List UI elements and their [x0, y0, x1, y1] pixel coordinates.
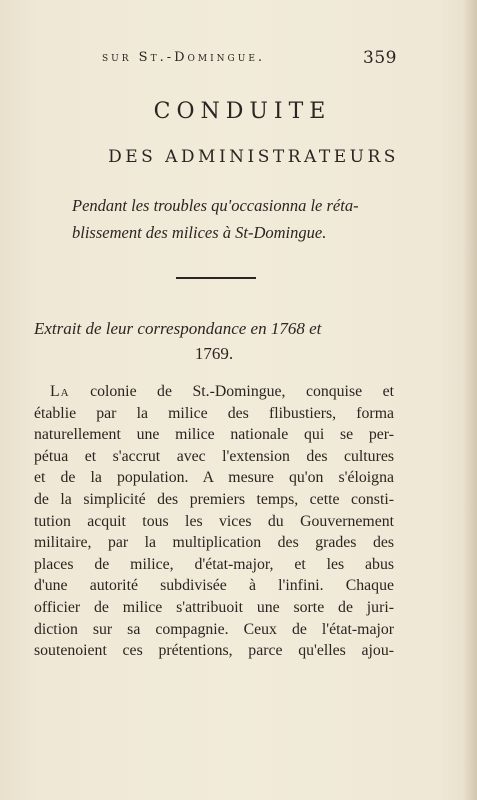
extract-heading-line-1: Extrait de leur correspondance en 1768 et — [34, 319, 322, 338]
running-head — [102, 50, 392, 65]
chapter-subtitle — [72, 192, 402, 246]
body-line: places de milice, d'état-major, et les abus — [34, 555, 394, 573]
body-line: officier de milice s'attribuoit une sorte de juri- — [34, 598, 394, 616]
extract-heading — [34, 316, 394, 366]
lead-word: La — [50, 383, 70, 400]
body-line: et de la population. A mesure qu'on s'éloigna — [34, 469, 394, 487]
body-line: militaire, par la multiplication des grades des — [34, 534, 394, 552]
body-line: pétua et s'accrut avec l'extension des cultures — [34, 447, 394, 465]
body-line: d'une autorité subdivisée à l'infini. Chaque — [34, 577, 394, 595]
body-paragraph — [34, 381, 394, 662]
body-line: de la simplicité des premiers temps, cette consti- — [34, 490, 394, 508]
subtitle-line-2: blissement des milices à St-Domingue. — [72, 223, 327, 242]
page-number: 359 — [363, 48, 397, 68]
running-head-text: sur St.-Domingue. — [102, 50, 266, 65]
chapter-title-second-line: DES ADMINISTRATEURS — [108, 147, 399, 167]
chapter-title: CONDUITE — [153, 99, 332, 124]
section-divider — [176, 277, 256, 279]
body-line: naturellement une milice nationale qui se per- — [34, 426, 394, 444]
body-line: établie par la milice des flibustiers, forma — [34, 404, 394, 422]
extract-heading-line-2: 1769. — [194, 344, 234, 363]
body-line: La colonie de St.-Domingue, conquise et — [50, 383, 394, 400]
body-line: diction sur sa compagnie. Ceux de l'état-major — [34, 620, 394, 638]
subtitle-line-1: Pendant les troubles qu'occasionna le réta- — [72, 196, 359, 215]
body-line: soutenoient ces prétentions, parce qu'elles ajou- — [34, 642, 394, 660]
body-line: tution acquit tous les vices du Gouvernement — [34, 512, 394, 530]
